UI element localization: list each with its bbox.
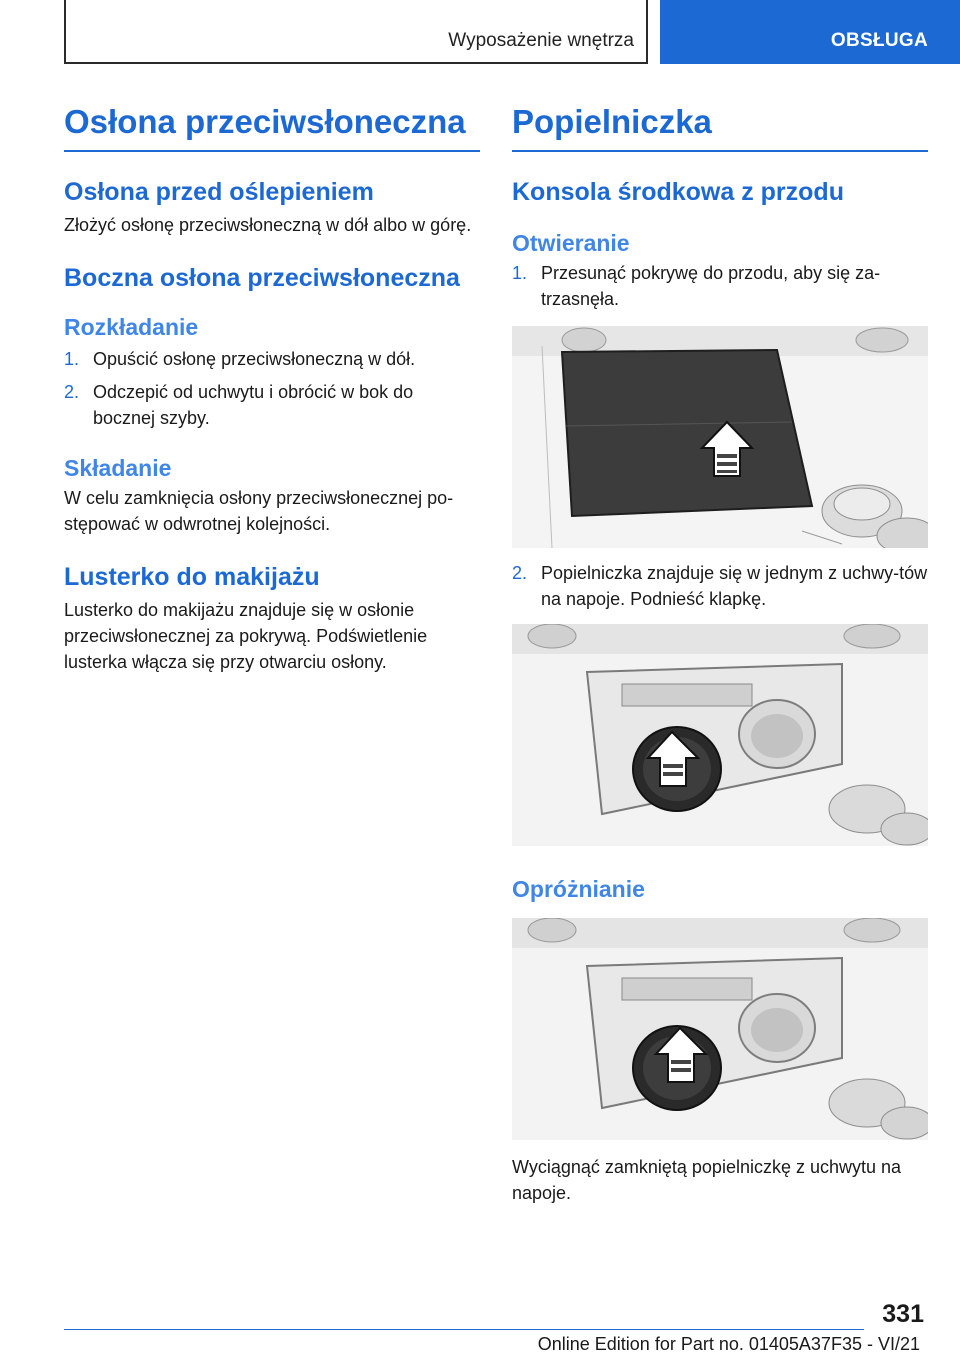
step-text: Odczepić od uchwytu i obrócić w bok do bocznej szyby. [93, 382, 414, 428]
unfold-heading: Rozkładanie [64, 314, 199, 340]
vanity-mirror-text: Lusterko do makijażu znajduje się w osłonie przeciwsłonecznej za pokrywą. Podświetlenie lusterka włącza się przy otwarciu osłony. [64, 600, 428, 672]
opening-step-1 [512, 260, 928, 312]
step-text: Przesunąć pokrywę do przodu, aby się za-trzasnęła. [541, 263, 881, 309]
list-item [64, 379, 480, 431]
console-cover-photo [512, 326, 928, 548]
fold-text: W celu zamknięcia osłony przeciwsłonecznej po-stępować w odwrotnej kolejności. [64, 488, 454, 534]
step-text: Popielniczka znajduje się w jednym z uchwy-tów na napoje. Podnieść klapkę. [541, 563, 928, 609]
left-column [64, 100, 480, 675]
ashtray-title: Popielniczka [512, 100, 928, 152]
remove-ashtray-photo [512, 918, 928, 1140]
right-column [512, 100, 928, 1206]
list-item [512, 560, 928, 612]
step-number: 2. [64, 382, 80, 402]
cup-holder-ashtray-photo [512, 624, 928, 846]
sun-visor-title: Osłona przeciwsłoneczna [64, 100, 480, 152]
opening-heading: Otwieranie [512, 230, 630, 256]
list-item [64, 346, 480, 372]
glare-shield-heading: Osłona przed oślepieniem [64, 178, 374, 206]
unfold-steps [64, 346, 480, 431]
step-text: Opuścić osłonę przeciwsłoneczną w dół. [93, 349, 416, 369]
opening-step-2 [512, 560, 928, 612]
step-number: 1. [512, 263, 528, 283]
emptying-text: Wyciągnąć zamkniętą popielniczkę z uchwytu na napoje. [512, 1157, 902, 1203]
front-console-heading: Konsola środkowa z przodu [512, 178, 844, 206]
header-section-label: Wyposażenie wnętrza [448, 30, 634, 51]
emptying-heading: Opróżnianie [512, 876, 645, 902]
footer-edition: Online Edition for Part no. 01405A37F35 - VI/21 [537, 1334, 920, 1354]
glare-shield-text: Złożyć osłonę przeciwsłoneczną w dół albo w górę. [64, 215, 472, 235]
fold-heading: Składanie [64, 455, 172, 481]
vanity-mirror-heading: Lusterko do makijażu [64, 563, 320, 591]
header-chapter-label: OBSŁUGA [830, 30, 928, 51]
header-section-box [64, 0, 648, 64]
page-number: 331 [882, 1300, 924, 1328]
footer-divider [64, 1329, 864, 1330]
list-item [512, 260, 928, 312]
step-number: 1. [64, 349, 80, 369]
step-number: 2. [512, 563, 528, 583]
header-chapter-tab[interactable] [660, 0, 960, 64]
side-visor-heading: Boczna osłona przeciwsłoneczna [64, 264, 460, 292]
